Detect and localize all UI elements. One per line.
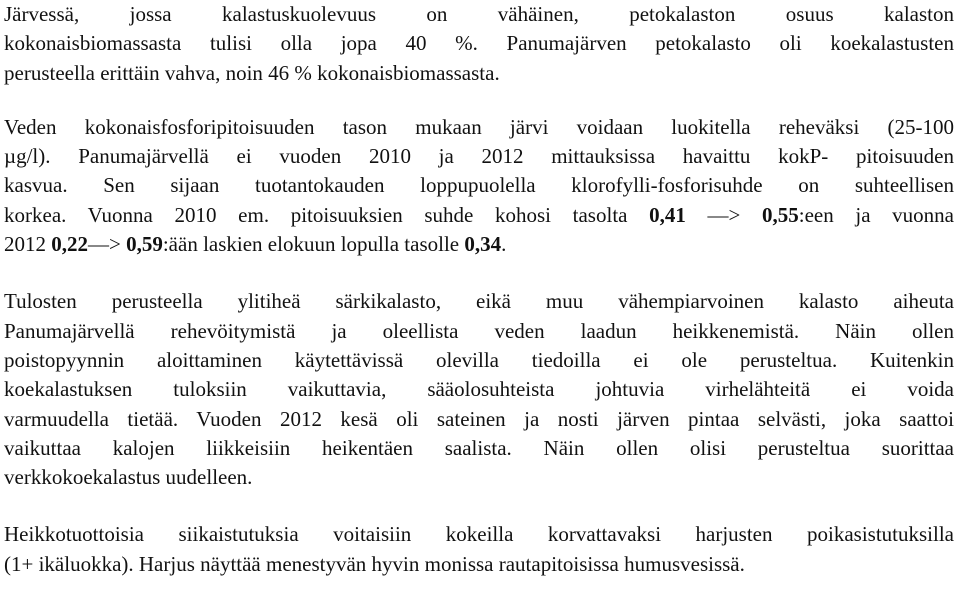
ratio-value: 0,59 <box>126 232 163 257</box>
text-line: Veden kokonaisfosforipitoisuuden tason mukaan järvi voidaan luokitella reheväksi (25-100 <box>4 114 954 139</box>
arrow-text: —> <box>88 232 127 257</box>
text-line: kasvua. Sen sijaan tuotantokauden loppupuolella klorofylli-fosforisuhde on suhteellisen <box>4 173 954 198</box>
ratio-value: 0,22 <box>51 232 88 257</box>
text-line <box>4 230 954 259</box>
text-segment: korkea. Vuonna 2010 em. pitoisuuksien suhde kohosi tasolta <box>4 202 628 227</box>
text-line: vaikuttaa kalojen liikkeisiin heikentäen saalista. Näin ollen olisi perusteltua suorittaa <box>4 435 954 460</box>
text-line: Tulosten perusteella ylitiheä särkikalasto, eikä muu vähempiarvoinen kalasto aiheuta <box>4 289 954 314</box>
text-line: verkkokoekalastus uudelleen. <box>4 465 253 490</box>
text-line: poistopyynnin aloittaminen käytettävissä olevilla tiedoilla ei ole perusteltua. Kuitenkin <box>4 347 954 372</box>
text-line <box>4 201 954 230</box>
text-segment: :een ja vuonna <box>798 202 955 227</box>
text-segment: :ään laskien elokuun lopulla tasolle <box>162 232 465 257</box>
paragraph-phosphorus <box>4 113 954 259</box>
paragraph-stocking <box>4 520 954 579</box>
text-line: varmuudella tietää. Vuoden 2012 kesä oli sateinen ja nosti järven pintaa selvästi, joka saattoi <box>4 406 954 431</box>
arrow-text: —> <box>685 202 763 227</box>
text-line: Panumajärvellä rehevöitymistä ja oleellista veden laadun heikkenemistä. Näin ollen <box>4 318 954 343</box>
ratio-value: 0,55 <box>762 202 799 227</box>
document-page <box>4 0 954 579</box>
text-line: (1+ ikäluokka). Harjus näyttää menestyvän hyvin monissa rautapitoisissa humusvesissä. <box>4 551 745 576</box>
text-line: perusteella erittäin vahva, noin 46 % kokonaisbiomassasta. <box>4 60 500 85</box>
text-segment: . <box>501 232 507 257</box>
text-line: µg/l). Panumajärvellä ei vuoden 2010 ja 2012 mittauksissa havaittu kokP- pitoisuuden <box>4 144 954 169</box>
paragraph-conclusions <box>4 287 954 492</box>
text-line: kokonaisbiomassasta tulisi olla jopa 40 %. Panumajärven petokalasto oli koekalastusten <box>4 31 954 56</box>
text-line: Järvessä, jossa kalastuskuolevuus on vähäinen, petokalaston osuus kalaston <box>4 2 954 26</box>
text-segment: 2012 <box>4 232 52 257</box>
ratio-value: 0,41 <box>649 202 686 227</box>
ratio-value: 0,34 <box>464 232 502 257</box>
text-line: Heikkotuottoisia siikaistutuksia voitaisiin kokeilla korvattavaksi harjusten poikasistutuksilla <box>4 522 954 547</box>
text-line: koekalastuksen tuloksiin vaikuttavia, sääolosuhteista johtuvia virhelähteitä ei voida <box>4 377 954 402</box>
paragraph-predator-fish <box>4 0 954 88</box>
